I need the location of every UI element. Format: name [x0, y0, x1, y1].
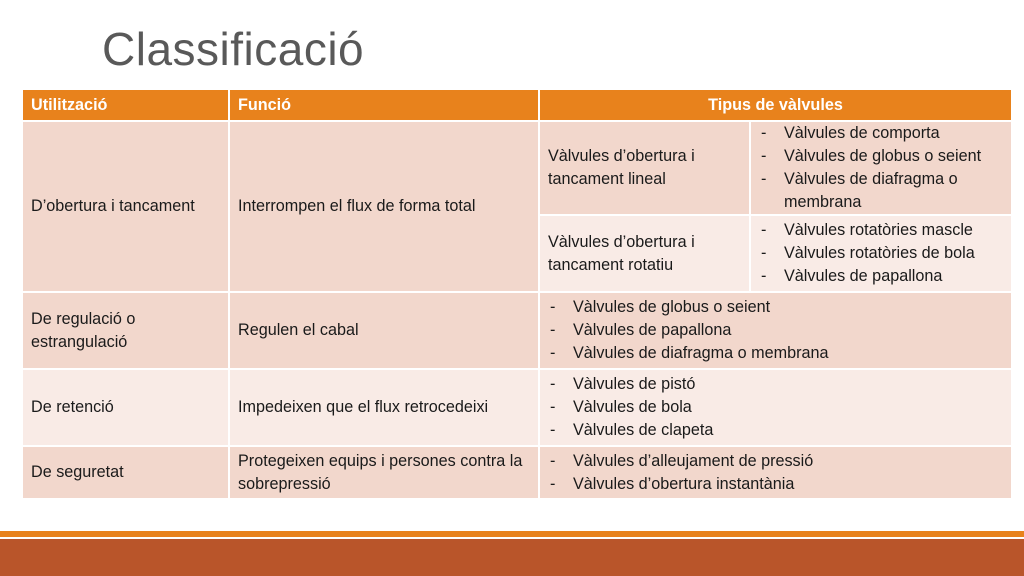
- cell-funcio: Protegeixen equips i persones contra la sobrepressió: [229, 446, 539, 499]
- list-item: - Vàlvules d’obertura instantània: [548, 473, 1003, 496]
- cell-subtype-rotatiu: Vàlvules d’obertura i tancament rotatiu: [539, 215, 750, 292]
- table-row-regulacio: [22, 292, 1012, 369]
- list-item: - Vàlvules de bola: [548, 396, 1003, 419]
- table-row-seguretat: [22, 446, 1012, 499]
- footer-bar: [0, 539, 1024, 576]
- list-item: - Vàlvules rotatòries de bola: [759, 242, 1003, 265]
- cell-utilitzacio: De regulació o estrangulació: [22, 292, 229, 369]
- cell-funcio: Impedeixen que el flux retrocedeixi: [229, 369, 539, 446]
- cell-valve-list: [539, 292, 1012, 369]
- header-utilitzacio: Utilització: [22, 89, 229, 121]
- list-item: - Vàlvules de clapeta: [548, 419, 1003, 442]
- list-item: - Vàlvules de papallona: [548, 319, 1003, 342]
- header-row: [22, 89, 1012, 121]
- list-item: - Vàlvules rotatòries mascle: [759, 219, 1003, 242]
- cell-utilitzacio: De seguretat: [22, 446, 229, 499]
- cell-valve-list: [539, 446, 1012, 499]
- classification-table: [21, 88, 1013, 500]
- cell-funcio: Regulen el cabal: [229, 292, 539, 369]
- cell-utilitzacio: De retenció: [22, 369, 229, 446]
- list-item: - Vàlvules d’alleujament de pressió: [548, 450, 1003, 473]
- cell-valve-list: [539, 369, 1012, 446]
- header-funcio: Funció: [229, 89, 539, 121]
- footer-accent-line: [0, 531, 1024, 537]
- table-row-obertura: [22, 121, 1012, 215]
- cell-funcio: Interrompen el flux de forma total: [229, 121, 539, 292]
- cell-valve-list: [750, 215, 1012, 292]
- cell-utilitzacio: D’obertura i tancament: [22, 121, 229, 292]
- slide-title: Classificació: [102, 23, 365, 75]
- header-tipus: Tipus de vàlvules: [539, 89, 1012, 121]
- table-row-retencio: [22, 369, 1012, 446]
- list-item: - Vàlvules de pistó: [548, 373, 1003, 396]
- list-item: - Vàlvules de comporta: [759, 122, 1003, 145]
- list-item: - Vàlvules de papallona: [759, 265, 1003, 288]
- cell-subtype-lineal: Vàlvules d’obertura i tancament lineal: [539, 121, 750, 215]
- list-item: - Vàlvules de globus o seient: [759, 145, 1003, 168]
- list-item: - Vàlvules de diafragma o membrana: [759, 168, 1003, 214]
- list-item: - Vàlvules de globus o seient: [548, 296, 1003, 319]
- list-item: - Vàlvules de diafragma o membrana: [548, 342, 1003, 365]
- cell-valve-list: [750, 121, 1012, 215]
